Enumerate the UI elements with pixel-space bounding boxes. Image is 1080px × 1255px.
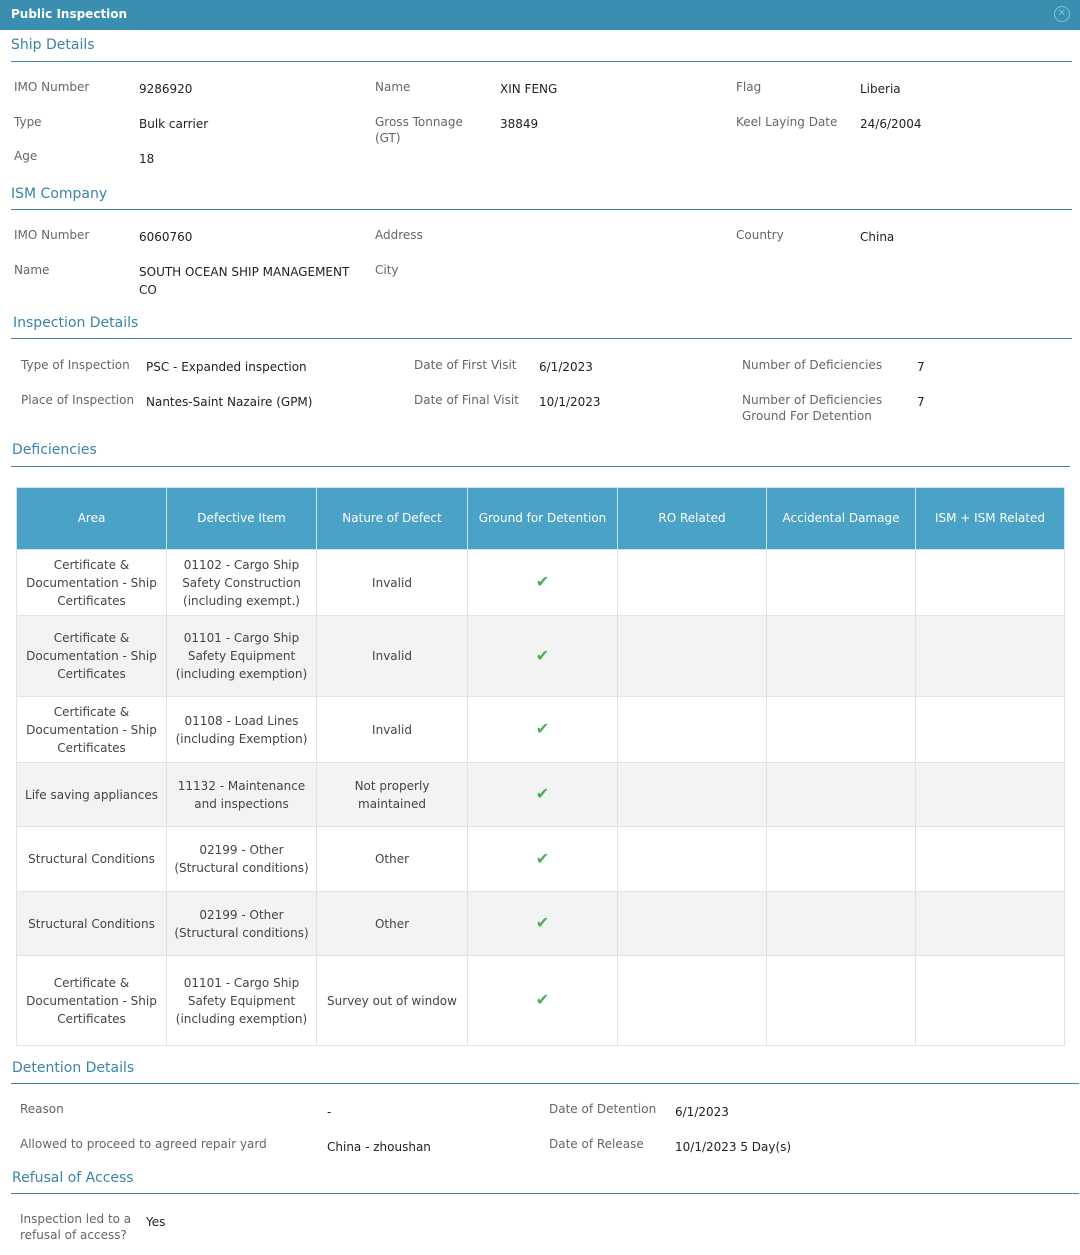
defective-item-cell: 11132 - Maintenance and inspections (167, 763, 317, 827)
final-visit-label: Date of Final Visit (414, 393, 519, 407)
section-title-refusal-of-access: Refusal of Access (12, 1170, 134, 1186)
ship-age-label: Age (14, 149, 38, 163)
ro-related-cell (618, 892, 767, 956)
num-deficiencies-label: Number of Deficiencies (742, 358, 883, 372)
defective-item-cell: 01101 - Cargo Ship Safety Equipment (including exemption) (167, 616, 317, 697)
section-divider (11, 1083, 1079, 1084)
ism-city-label: City (375, 263, 399, 277)
first-visit-value: 6/1/2023 (539, 360, 593, 374)
area-cell: Life saving appliances (17, 763, 167, 827)
release-date-label: Date of Release (549, 1137, 644, 1151)
ship-imo-value: 9286920 (139, 82, 193, 96)
check-icon: ✔ (535, 990, 550, 1009)
accidental-damage-cell (767, 763, 916, 827)
section-title-inspection-details: Inspection Details (13, 315, 139, 331)
ro-related-cell (618, 550, 767, 616)
ism-name-value: SOUTH OCEAN SHIP MANAGEMENT CO (139, 265, 350, 297)
ism-name-label: Name (14, 263, 50, 277)
column-header-accidental-damage[interactable]: Accidental Damage (767, 488, 916, 550)
nature-of-defect-cell: Other (317, 827, 468, 892)
ism-related-cell (916, 763, 1065, 827)
ground-for-detention-cell (468, 763, 618, 827)
section-title-detention-details: Detention Details (12, 1060, 135, 1076)
ship-gt-value: 38849 (500, 117, 539, 131)
ro-related-cell (618, 616, 767, 697)
detention-date-value: 6/1/2023 (675, 1105, 729, 1119)
check-icon: ✔ (535, 719, 550, 738)
section-divider (11, 209, 1072, 210)
column-header-ism-related[interactable]: ISM + ISM Related (916, 488, 1065, 550)
column-header-defective-item[interactable]: Defective Item (167, 488, 317, 550)
allowed-proceed-label: Allowed to proceed to agreed repair yard (20, 1137, 267, 1151)
defective-item-cell: 02199 - Other (Structural conditions) (167, 892, 317, 956)
window-titlebar (0, 0, 1080, 30)
window-title: Public Inspection (11, 7, 128, 21)
ro-related-cell (618, 956, 767, 1046)
nature-of-defect-cell: Invalid (317, 616, 468, 697)
check-icon: ✔ (535, 913, 550, 932)
area-cell: Certificate & Documentation - Ship Certificates (17, 956, 167, 1046)
inspection-type-label: Type of Inspection (21, 358, 130, 372)
first-visit-label: Date of First Visit (414, 358, 517, 372)
accidental-damage-cell (767, 892, 916, 956)
ism-related-cell (916, 697, 1065, 763)
ship-gt-label: Gross Tonnage (GT) (375, 115, 463, 145)
ism-related-cell (916, 550, 1065, 616)
check-icon: ✔ (535, 848, 550, 868)
accidental-damage-cell (767, 616, 916, 697)
ship-name-value: XIN FENG (500, 82, 558, 96)
ism-imo-value: 6060760 (139, 230, 193, 244)
accidental-damage-cell (767, 956, 916, 1046)
ground-for-detention-cell (468, 697, 618, 763)
ground-for-detention-cell (468, 956, 618, 1046)
check-icon: ✔ (535, 784, 550, 803)
ship-keel-value: 24/6/2004 (860, 117, 922, 131)
ship-flag-label: Flag (736, 80, 762, 94)
close-circle-icon[interactable]: ✕ (1054, 6, 1070, 22)
ground-for-detention-cell (468, 892, 618, 956)
area-cell: Certificate & Documentation - Ship Certificates (17, 616, 167, 697)
check-icon: ✔ (535, 645, 550, 665)
column-header-nature-of-defect[interactable]: Nature of Defect (317, 488, 468, 550)
deficiencies-table (16, 487, 1065, 1046)
ship-type-label: Type (14, 115, 42, 129)
ship-keel-label: Keel Laying Date (736, 115, 838, 129)
defective-item-cell: 01101 - Cargo Ship Safety Equipment (including exemption) (167, 956, 317, 1046)
ship-imo-label: IMO Number (14, 80, 90, 94)
ism-address-label: Address (375, 228, 423, 242)
section-title-ism-company: ISM Company (11, 186, 108, 202)
ism-country-value: China (860, 230, 895, 244)
ism-related-cell (916, 956, 1065, 1046)
table-row (17, 892, 1065, 956)
ro-related-cell (618, 697, 767, 763)
detention-reason-label: Reason (20, 1102, 64, 1116)
ro-related-cell (618, 827, 767, 892)
section-divider (11, 338, 1072, 339)
ism-imo-label: IMO Number (14, 228, 90, 242)
nature-of-defect-cell: Invalid (317, 697, 468, 763)
area-cell: Structural Conditions (17, 892, 167, 956)
inspection-type-value: PSC - Expanded inspection (146, 360, 307, 374)
refusal-value: Yes (146, 1215, 166, 1229)
detention-reason-value: - (327, 1105, 332, 1119)
ism-country-label: Country (736, 228, 784, 242)
table-row (17, 956, 1065, 1046)
nature-of-defect-cell: Other (317, 892, 468, 956)
ship-flag-value: Liberia (860, 82, 901, 96)
defective-item-cell: 02199 - Other (Structural conditions) (167, 827, 317, 892)
allowed-proceed-value: China - zhoushan (327, 1140, 431, 1154)
ground-for-detention-cell (468, 616, 618, 697)
defective-item-cell: 01108 - Load Lines (including Exemption) (167, 697, 317, 763)
num-deficiencies-value: 7 (917, 360, 925, 374)
ism-related-cell (916, 616, 1065, 697)
column-header-area[interactable]: Area (17, 488, 167, 550)
ship-name-label: Name (375, 80, 411, 94)
nature-of-defect-cell: Not properly maintained (317, 763, 468, 827)
ism-related-cell (916, 827, 1065, 892)
accidental-damage-cell (767, 550, 916, 616)
num-deficiencies-ground-label: Number of Deficiencies Ground For Detention (742, 393, 883, 423)
refusal-label: Inspection led to a refusal of access? (20, 1212, 132, 1242)
final-visit-value: 10/1/2023 (539, 395, 601, 409)
column-header-ground-for-detention[interactable]: Ground for Detention (468, 488, 618, 550)
section-divider (11, 1193, 1079, 1194)
num-deficiencies-ground-value: 7 (917, 395, 925, 409)
ground-for-detention-cell (468, 827, 618, 892)
table-row (17, 763, 1065, 827)
release-date-value: 10/1/2023 5 Day(s) (675, 1140, 792, 1154)
section-divider (11, 61, 1072, 62)
area-cell: Structural Conditions (17, 827, 167, 892)
table-header-row (17, 488, 1065, 550)
column-header-ro-related[interactable]: RO Related (618, 488, 767, 550)
section-title-deficiencies: Deficiencies (12, 442, 97, 458)
ro-related-cell (618, 763, 767, 827)
ism-related-cell (916, 892, 1065, 956)
inspection-place-label: Place of Inspection (21, 393, 135, 407)
inspection-place-value: Nantes-Saint Nazaire (GPM) (146, 395, 313, 409)
nature-of-defect-cell: Invalid (317, 550, 468, 616)
defective-item-cell: 01102 - Cargo Ship Safety Construction (including exempt.) (167, 550, 317, 616)
table-row (17, 550, 1065, 616)
ship-age-value: 18 (139, 152, 155, 166)
area-cell: Certificate & Documentation - Ship Certificates (17, 697, 167, 763)
table-row (17, 697, 1065, 763)
detention-date-label: Date of Detention (549, 1102, 657, 1116)
accidental-damage-cell (767, 827, 916, 892)
ship-type-value: Bulk carrier (139, 117, 209, 131)
accidental-damage-cell (767, 697, 916, 763)
section-title-ship-details: Ship Details (11, 37, 95, 53)
table-row (17, 827, 1065, 892)
check-icon: ✔ (535, 572, 550, 591)
nature-of-defect-cell: Survey out of window (317, 956, 468, 1046)
area-cell: Certificate & Documentation - Ship Certificates (17, 550, 167, 616)
ground-for-detention-cell (468, 550, 618, 616)
table-row (17, 616, 1065, 697)
section-divider (11, 466, 1070, 467)
